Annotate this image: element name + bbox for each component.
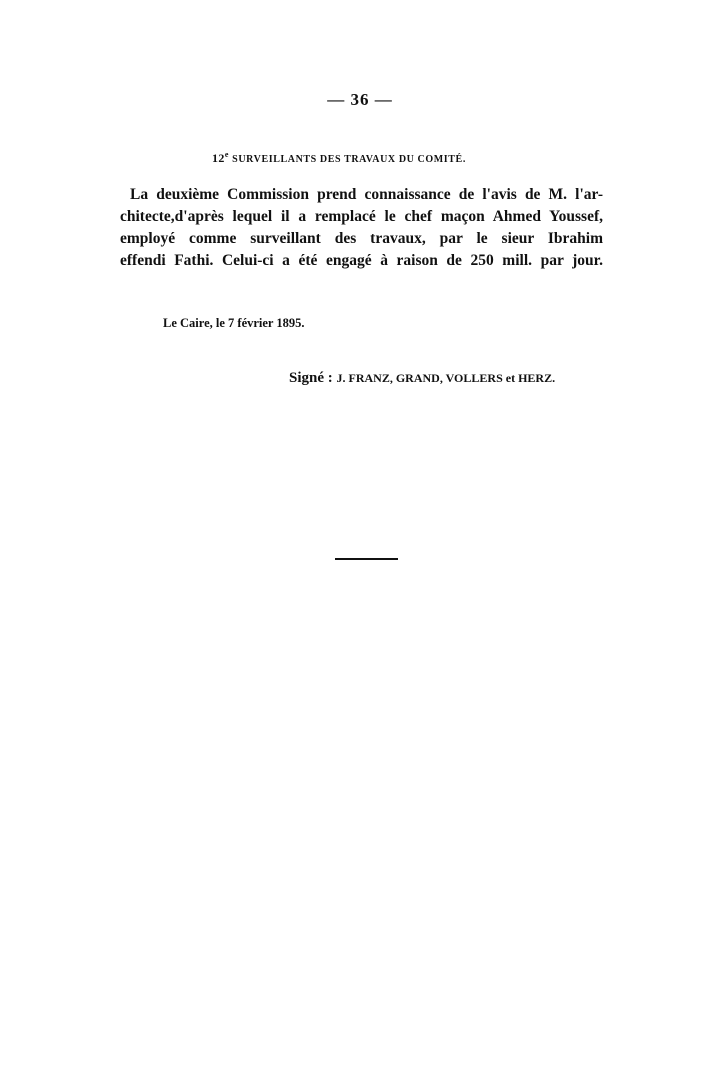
signature-label: Signé : [289,370,333,386]
page-number: — 36 — [327,90,393,109]
paragraph-line: employé comme surveillant des travaux, par le sieur Ibrahim [120,230,603,247]
closing-rule [335,558,398,560]
paragraph-line: chitecte,d'après lequel il a remplacé le chef maçon Ahmed Youssef, [120,208,603,225]
section-heading-text: SURVEILLANTS DES TRAVAUX DU COMITÉ. [232,154,466,165]
paragraph-line: effendi Fathi. Celui-ci a été engagé à raison de 250 mill. par jour. [120,252,603,269]
section-numeral-suffix: e [224,150,229,159]
signature-block [289,370,555,387]
dateline: Le Caire, le 7 février 1895. [163,316,305,330]
section-numeral: 12 [212,151,225,165]
body-paragraph [120,184,603,272]
section-heading [212,150,466,166]
paragraph-line: La deuxième Commission prend connaissance de l'avis de M. l'ar- [130,186,603,203]
signature-names: J. FRANZ, GRAND, VOLLERS et HERZ. [336,371,556,385]
